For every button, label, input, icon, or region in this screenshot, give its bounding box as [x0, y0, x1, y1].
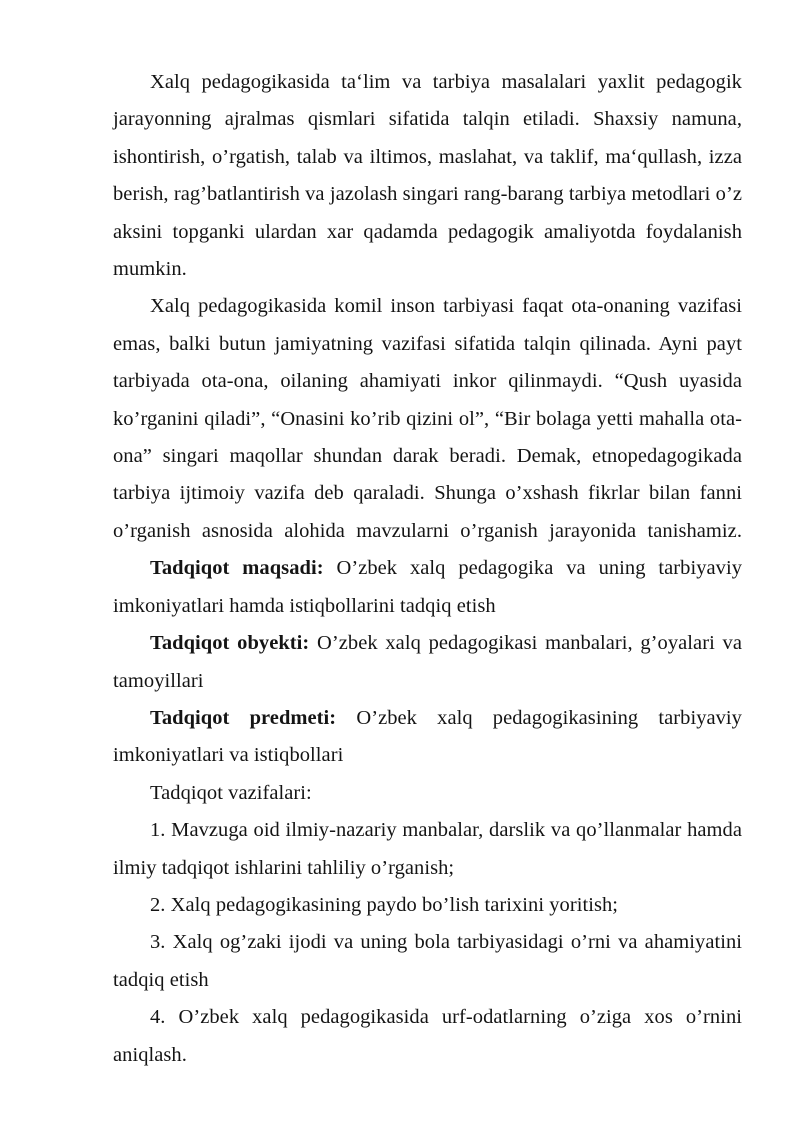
item-text-1: Mavzuga oid ilmiy-nazariy manbalar, darslik va qo’llanmalar hamda ilmiy tadqiqot ishlarini tahliliy o’rganish; — [113, 819, 742, 879]
item-number-1: 1. — [150, 819, 166, 842]
paragraph-2: Xalq pedagogikasida komil inson tarbiyasi faqat ota-onaning vazifasi emas, balki butun jamiyatning vazifasi sifatida talqin qilinada. Ayni payt tarbiyada ota-ona, oilaning ahamiyati inkor qilinmaydi. “Qush uyasida ko’rganini qiladi”, “Onasini ko’rib qizini ol”, “Bir bolaga yetti mahalla ota-ona” singari maqollar shundan darak beradi. Demak, etnopedagogikada tarbiya ijtimoiy vazifa deb qaraladi. Shunga o’xshash fikrlar bilan fanni o’rganish asnosida alohida mavzularni o’rganish jarayonida tanishamiz. — [113, 295, 742, 542]
paragraph-tadqiqot-maqsadi — [113, 550, 742, 625]
label-tadqiqot-predmeti: Tadqiqot predmeti: — [150, 706, 337, 729]
paragraph-tadqiqot-vazifalari: Tadqiqot vazifalari: — [150, 781, 312, 804]
item-number-2: 2. — [150, 893, 166, 916]
item-text-4: O’zbek xalq pedagogikasida urf-odatlarning o’ziga xos o’rnini aniqlash. — [113, 1006, 742, 1066]
document-body — [113, 64, 742, 1074]
paragraph-tadqiqot-obyekti — [113, 625, 742, 700]
numbered-item-2 — [113, 887, 742, 924]
text-tadqiqot-predmeti: O’zbek xalq pedagogikasining tarbiyaviy imkoniyatlari va istiqbollari — [113, 706, 742, 767]
item-text-2: Xalq pedagogikasining paydo bo’lish tarixini yoritish; — [165, 893, 619, 916]
label-tadqiqot-obyekti: Tadqiqot obyekti: — [150, 632, 310, 655]
paragraph-1: Xalq pedagogikasida ta‘lim va tarbiya masalalari yaxlit pedagogik jarayonning ajralmas qismlari sifatida talqin etiladi. Shaxsiy namuna, ishontirish, o’rgatish, talab va iltimos, maslahat, va taklif, ma‘qullash, izza berish, rag’batlantirish va jazolash singari rang-barang tarbiya metodlari o’z aksini topganki ulardan xar qadamda pedagogik amaliyotda foydalanish mumkin. — [113, 71, 742, 281]
text-tadqiqot-obyekti: O’zbek xalq pedagogikasi manbalari, g’oyalari va tamoyillari — [113, 632, 742, 692]
label-tadqiqot-maqsadi: Tadqiqot maqsadi: — [150, 557, 324, 580]
text-tadqiqot-maqsadi: O’zbek xalq pedagogika va uning tarbiyaviy imkoniyatlari hamda istiqbollarini tadqiq etish — [113, 557, 743, 617]
numbered-item-1 — [113, 812, 742, 887]
numbered-item-3 — [113, 924, 742, 999]
item-text-3: Xalq og’zaki ijodi va uning bola tarbiyasidagi o’rni va ahamiyatini tadqiq etish — [113, 931, 742, 991]
paragraph-tadqiqot-predmeti — [113, 700, 742, 775]
numbered-item-4 — [113, 999, 742, 1074]
item-number-4: 4. — [150, 1006, 166, 1029]
item-number-3: 3. — [150, 931, 166, 954]
